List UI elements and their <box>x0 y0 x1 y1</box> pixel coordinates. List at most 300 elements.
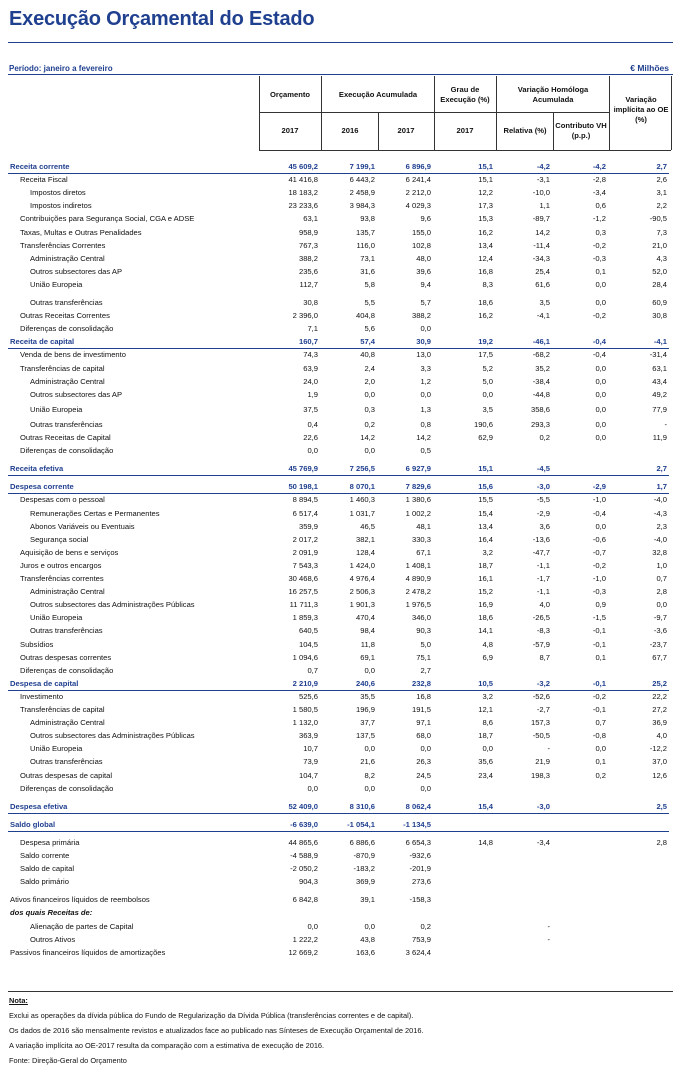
row-value: 17,5 <box>478 350 493 360</box>
row-value: 73,9 <box>303 757 318 767</box>
row-value: 21,6 <box>360 757 375 767</box>
table-row <box>8 652 669 664</box>
row-value: 3,6 <box>539 521 550 531</box>
table-row <box>8 717 669 729</box>
row-value: 6 241,4 <box>405 175 431 185</box>
row-value: 52 409,0 <box>288 801 318 811</box>
row-value: 2,7 <box>656 162 667 171</box>
section-row <box>8 481 669 493</box>
row-value: - <box>547 934 550 944</box>
row-value: 0,0 <box>656 600 667 610</box>
row-value: -0,1 <box>592 639 606 649</box>
row-value: 31,6 <box>360 266 375 276</box>
row-value: 12,1 <box>478 705 493 714</box>
row-value: -0,3 <box>592 253 606 263</box>
row-value: -9,7 <box>653 613 667 623</box>
row-value: -68,2 <box>532 350 550 360</box>
row-value: -0,2 <box>592 691 606 701</box>
row-value: 73,1 <box>360 253 375 263</box>
row-value: 6 896,9 <box>405 162 431 171</box>
row-value: 18 183,2 <box>288 188 318 198</box>
row-value: 0,2 <box>364 419 375 429</box>
row-label: Segurança social <box>30 534 89 544</box>
row-value: 0,7 <box>595 718 606 728</box>
row-value: 57,4 <box>360 337 375 347</box>
row-value: 19,2 <box>478 337 493 347</box>
section-rule <box>8 813 669 814</box>
section-rule <box>8 831 669 832</box>
table-row <box>8 560 669 572</box>
row-value: -4,5 <box>536 464 550 474</box>
row-value: 3 984,3 <box>349 201 375 211</box>
row-value: 5,2 <box>482 363 493 373</box>
table-row <box>8 599 669 611</box>
table-row <box>8 419 669 431</box>
row-value: 5,0 <box>420 639 431 649</box>
row-label: Juros e outros encargos <box>20 560 102 570</box>
header-relativa: Relativa (%) <box>503 126 547 135</box>
row-value: 1 859,3 <box>292 613 318 623</box>
row-value: 49,2 <box>652 389 667 399</box>
row-value: 2,6 <box>656 175 667 185</box>
row-label: dos quais Receitas de: <box>10 908 93 918</box>
row-value: 15,1 <box>478 175 493 185</box>
row-value: 5,6 <box>364 324 375 334</box>
section-row <box>8 161 669 173</box>
table-row <box>8 947 669 959</box>
row-value: 7 256,5 <box>349 464 375 474</box>
row-value: 0,0 <box>307 446 318 456</box>
period-rule <box>8 74 673 75</box>
table-row <box>8 404 669 416</box>
row-label: União Europeia <box>30 404 83 414</box>
row-value: 2 017,2 <box>292 534 318 544</box>
row-value: 190,6 <box>473 419 493 429</box>
row-value: 128,4 <box>355 547 375 557</box>
row-value: 0,0 <box>595 363 606 373</box>
row-value: 470,4 <box>355 613 375 623</box>
header-divider <box>378 112 379 150</box>
row-value: -2,8 <box>592 175 606 185</box>
row-value: 17,3 <box>478 201 493 211</box>
row-value: 48,0 <box>416 253 431 263</box>
row-value: 16,8 <box>478 266 493 276</box>
table-row <box>8 187 669 199</box>
row-value: 767,3 <box>298 240 318 250</box>
row-label: Receita efetiva <box>10 464 64 474</box>
row-value: 1 460,3 <box>349 495 375 505</box>
row-value: 4,8 <box>482 639 493 649</box>
row-value: 26,3 <box>416 757 431 767</box>
row-value: 98,4 <box>360 626 375 636</box>
row-value: 5,7 <box>420 298 431 307</box>
row-value: 16,9 <box>478 600 493 610</box>
row-value: 155,0 <box>411 227 431 237</box>
row-value: 0,0 <box>307 921 318 931</box>
row-value: -1 054,1 <box>347 819 375 829</box>
row-value: 16,8 <box>416 691 431 701</box>
section-row <box>8 336 669 348</box>
header-divider <box>496 76 497 150</box>
row-value: 2 458,9 <box>349 188 375 198</box>
row-value: 44 865,6 <box>288 837 318 847</box>
row-value: 61,6 <box>535 279 550 289</box>
row-value: 48,1 <box>416 521 431 531</box>
row-value: 104,5 <box>298 639 318 649</box>
row-value: -8,3 <box>536 626 550 636</box>
table-row <box>8 743 669 755</box>
row-value: 25,2 <box>652 678 667 688</box>
table-row <box>8 850 669 862</box>
row-value: 8 310,6 <box>349 801 375 811</box>
table-row <box>8 547 669 559</box>
row-value: -4,2 <box>592 162 606 171</box>
row-value: 11 711,3 <box>289 600 318 610</box>
row-value: 18,7 <box>478 560 493 570</box>
row-label: Outras despesas de capital <box>20 770 113 780</box>
header-orcamento: Orçamento <box>269 90 311 99</box>
row-value: 753,9 <box>411 934 431 944</box>
header-grau: Grau de Execução (%) <box>440 85 490 104</box>
row-value: 0,0 <box>420 744 431 754</box>
row-value: -2,7 <box>536 705 550 714</box>
row-value: -4,1 <box>536 311 550 321</box>
row-value: 77,9 <box>652 404 667 414</box>
row-value: -10,0 <box>532 188 550 198</box>
row-value: 0,3 <box>364 404 375 414</box>
row-value: 15,2 <box>478 587 493 597</box>
row-label: Administração Central <box>30 253 105 263</box>
row-value: 8 062,4 <box>405 801 431 811</box>
row-value: 60,9 <box>652 298 667 307</box>
row-label: União Europeia <box>30 279 83 289</box>
row-value: 0,0 <box>364 783 375 793</box>
row-value: 46,5 <box>360 521 375 531</box>
row-value: 41 416,8 <box>288 175 318 185</box>
row-value: 137,5 <box>355 731 375 741</box>
row-value: 6 654,3 <box>405 837 431 847</box>
row-value: 1,3 <box>420 404 431 414</box>
section-rule <box>8 475 669 476</box>
row-value: 22,6 <box>303 433 318 442</box>
row-value: -6 639,0 <box>290 819 318 829</box>
table-row <box>8 213 669 225</box>
row-value: 5,0 <box>482 376 493 386</box>
row-label: Outros subsectores das Administrações Públicas <box>30 731 195 741</box>
row-label: Taxas, Multas e Outras Penalidades <box>20 227 142 237</box>
table-row <box>8 863 669 875</box>
header-divider <box>434 76 435 150</box>
row-value: 16,4 <box>478 534 493 544</box>
row-value: 16 257,5 <box>288 587 318 597</box>
row-value: 7 543,3 <box>292 560 318 570</box>
row-label: União Europeia <box>30 744 83 754</box>
row-label: Subsídios <box>20 639 54 649</box>
header-rule <box>259 112 609 113</box>
row-value: 14,2 <box>360 433 375 442</box>
row-value: 7 199,1 <box>349 162 375 171</box>
row-value: -932,6 <box>409 851 431 860</box>
row-value: 3,1 <box>656 188 667 198</box>
row-value: -26,5 <box>532 613 550 623</box>
row-value: -201,9 <box>409 864 431 874</box>
row-value: 15,4 <box>478 508 493 518</box>
row-value: 30,9 <box>416 337 431 347</box>
row-label: Investimento <box>20 691 64 701</box>
row-value: 4 976,4 <box>349 574 375 583</box>
row-value: 0,0 <box>482 744 493 754</box>
row-value: 18,6 <box>478 298 493 307</box>
row-value: 1 031,7 <box>349 508 375 518</box>
row-value: 7,1 <box>307 324 318 334</box>
row-value: 0,5 <box>420 446 431 456</box>
row-value: 1 094,6 <box>292 652 318 662</box>
row-value: -38,4 <box>532 376 550 386</box>
row-value: 2 506,3 <box>349 587 375 597</box>
row-value: 25,4 <box>535 266 550 276</box>
row-label: Administração Central <box>30 587 105 597</box>
row-value: -34,3 <box>532 253 550 263</box>
row-value: 0,0 <box>595 744 606 754</box>
row-label: Outras despesas correntes <box>20 652 112 662</box>
header-divider <box>609 76 610 150</box>
row-label: Transferências correntes <box>20 574 104 583</box>
row-value: -4,2 <box>536 162 550 171</box>
row-value: 32,8 <box>652 547 667 557</box>
row-value: -2,9 <box>536 508 550 518</box>
row-value: 0,7 <box>656 574 667 583</box>
row-value: 2,2 <box>656 201 667 211</box>
row-label: Transferências de capital <box>20 705 105 714</box>
row-value: 8,7 <box>539 652 550 662</box>
row-value: 8 070,1 <box>349 482 375 492</box>
row-label: Receita corrente <box>10 162 70 171</box>
row-value: 43,4 <box>652 376 667 386</box>
period-label: Período: janeiro a fevereiro <box>9 64 113 73</box>
row-value: -23,7 <box>649 639 667 649</box>
table-row <box>8 376 669 388</box>
row-value: -50,5 <box>532 731 550 741</box>
row-value: 45 769,9 <box>288 464 318 474</box>
row-value: 0,0 <box>364 744 375 754</box>
table-row <box>8 625 669 637</box>
section-row <box>8 819 669 831</box>
row-label: Aquisição de bens e serviços <box>20 547 119 557</box>
row-label: Administração Central <box>30 718 105 728</box>
table-row <box>8 323 669 335</box>
table-row <box>8 200 669 212</box>
row-value: 37,7 <box>360 718 375 728</box>
note-line: A variação implícita ao OE-2017 resulta da comparação com a estimativa de execução de 2016. <box>9 1041 325 1050</box>
row-value: 191,5 <box>411 705 431 714</box>
row-value: 9,4 <box>420 279 431 289</box>
row-label: Despesa efetiva <box>10 801 68 811</box>
table-row <box>8 266 669 278</box>
row-value: -2 050,2 <box>290 864 318 874</box>
row-label: Receita Fiscal <box>20 175 68 185</box>
row-value: -0,2 <box>592 311 606 321</box>
table-row <box>8 310 669 322</box>
row-value: 1 901,3 <box>349 600 375 610</box>
row-value: 27,2 <box>652 705 667 714</box>
section-row <box>8 801 669 813</box>
row-value: 43,8 <box>360 934 375 944</box>
row-label: Remunerações Certas e Permanentes <box>30 508 160 518</box>
row-value: 1,0 <box>656 560 667 570</box>
row-value: -183,2 <box>353 864 375 874</box>
row-label: Despesa corrente <box>10 482 74 492</box>
row-value: -1,1 <box>536 587 550 597</box>
row-value: -1 134,5 <box>403 819 431 829</box>
table-row <box>8 227 669 239</box>
row-value: -1,5 <box>592 613 606 623</box>
row-value: 5,5 <box>364 298 375 307</box>
row-value: 4 029,3 <box>405 201 431 211</box>
row-value: 11,9 <box>652 433 667 442</box>
row-value: -1,0 <box>592 574 606 583</box>
row-value: 163,6 <box>355 947 375 957</box>
row-value: 74,3 <box>303 350 318 360</box>
row-label: Contribuições para Segurança Social, CGA e ADSE <box>20 214 195 224</box>
row-value: 12 669,2 <box>288 947 318 957</box>
row-value: 16,2 <box>478 311 493 321</box>
row-value: 0,0 <box>420 324 431 334</box>
row-value: 15,5 <box>478 495 493 505</box>
row-value: 3,3 <box>420 363 431 373</box>
row-value: 22,2 <box>652 691 667 701</box>
row-value: 21,0 <box>652 240 667 250</box>
row-value: -0,4 <box>592 350 606 360</box>
row-value: 2 396,0 <box>292 311 318 321</box>
row-value: 0,0 <box>364 665 375 675</box>
table-row <box>8 770 669 782</box>
row-value: 112,7 <box>299 279 318 289</box>
row-value: 0,0 <box>364 921 375 931</box>
row-value: 0,0 <box>595 404 606 414</box>
row-value: 0,6 <box>595 201 606 211</box>
row-value: -13,6 <box>532 534 550 544</box>
table-row <box>8 665 669 677</box>
section-row <box>8 678 669 690</box>
row-value: 1 580,5 <box>292 705 318 714</box>
row-value: 21,9 <box>535 757 550 767</box>
row-value: 359,9 <box>298 521 318 531</box>
row-label: Saldo corrente <box>20 851 70 860</box>
row-value: 0,3 <box>595 227 606 237</box>
row-label: Despesas com o pessoal <box>20 495 105 505</box>
row-value: -158,3 <box>409 895 431 905</box>
row-value: -4 588,9 <box>290 851 318 860</box>
row-value: -44,8 <box>532 389 550 399</box>
row-value: 0,0 <box>307 783 318 793</box>
table-row <box>8 730 669 742</box>
row-value: 0,0 <box>364 446 375 456</box>
row-value: 358,6 <box>530 404 550 414</box>
header-implicita: Variação implícita ao OE (%) <box>613 95 669 124</box>
row-value: 1 976,5 <box>405 600 431 610</box>
row-value: -89,7 <box>532 214 550 224</box>
row-value: -1,2 <box>592 214 606 224</box>
row-value: 30 468,6 <box>288 574 318 583</box>
row-value: 330,3 <box>411 534 431 544</box>
row-value: 525,6 <box>298 691 318 701</box>
row-value: 102,8 <box>411 240 431 250</box>
row-value: 12,4 <box>478 253 493 263</box>
table-row <box>8 704 669 716</box>
row-value: 16,1 <box>478 574 493 583</box>
row-value: 363,9 <box>298 731 318 741</box>
table-row <box>8 494 669 506</box>
row-label: Despesa de capital <box>10 678 79 688</box>
row-value: 14,2 <box>535 227 550 237</box>
row-value: 273,6 <box>411 877 431 887</box>
row-value: 388,2 <box>298 253 318 263</box>
row-value: - <box>547 744 550 754</box>
row-value: -4,1 <box>653 337 667 347</box>
table-row <box>8 389 669 401</box>
row-value: 14,1 <box>478 626 493 636</box>
row-label: Despesa primária <box>20 837 80 847</box>
row-value: 293,3 <box>530 419 550 429</box>
row-value: -1,0 <box>592 495 606 505</box>
unit-label: € Milhões <box>630 63 669 73</box>
row-value: 0,9 <box>595 600 606 610</box>
row-value: 2,7 <box>656 464 667 474</box>
row-value: 28,4 <box>652 279 667 289</box>
row-value: -3,0 <box>536 801 550 811</box>
row-label: Diferenças de consolidação <box>20 324 114 334</box>
row-value: 23,4 <box>478 770 493 780</box>
table-row <box>8 586 669 598</box>
row-value: 62,9 <box>478 433 493 442</box>
row-label: Ativos financeiros líquidos de reembolsos <box>10 895 150 905</box>
row-value: 0,0 <box>595 419 606 429</box>
row-label: Outras Receitas de Capital <box>20 433 111 442</box>
row-value: 8,3 <box>482 279 493 289</box>
row-value: 75,1 <box>416 652 431 662</box>
row-value: 13,4 <box>478 240 493 250</box>
row-value: 37,0 <box>652 757 667 767</box>
table-row <box>8 573 669 585</box>
row-label: Saldo de capital <box>20 864 75 874</box>
row-value: 2 091,9 <box>292 547 318 557</box>
row-label: Impostos diretos <box>30 188 86 198</box>
row-value: 1,1 <box>539 201 550 211</box>
row-value: -31,4 <box>649 350 667 360</box>
row-label: Abonos Variáveis ou Eventuais <box>30 521 135 531</box>
notes-rule <box>8 991 673 992</box>
row-value: 67,1 <box>416 547 431 557</box>
row-value: 30,8 <box>303 298 318 307</box>
header-divider <box>321 76 322 150</box>
row-value: 2 210,9 <box>292 678 318 688</box>
header-execucao: Execução Acumulada <box>338 90 418 99</box>
row-value: 63,1 <box>652 363 667 373</box>
table-row <box>8 279 669 291</box>
row-value: 6 927,9 <box>405 464 431 474</box>
row-value: 2,0 <box>364 376 375 386</box>
row-value: 2,7 <box>420 665 431 675</box>
row-value: -46,1 <box>532 337 550 347</box>
table-row <box>8 691 669 703</box>
row-value: 69,1 <box>360 652 375 662</box>
row-value: 24,5 <box>416 770 431 780</box>
title-rule <box>8 42 673 43</box>
row-value: 35,2 <box>535 363 550 373</box>
header-grau-2017: 2017 <box>456 126 474 135</box>
row-label: Saldo primário <box>20 877 69 887</box>
notes-label: Nota: <box>9 996 28 1005</box>
